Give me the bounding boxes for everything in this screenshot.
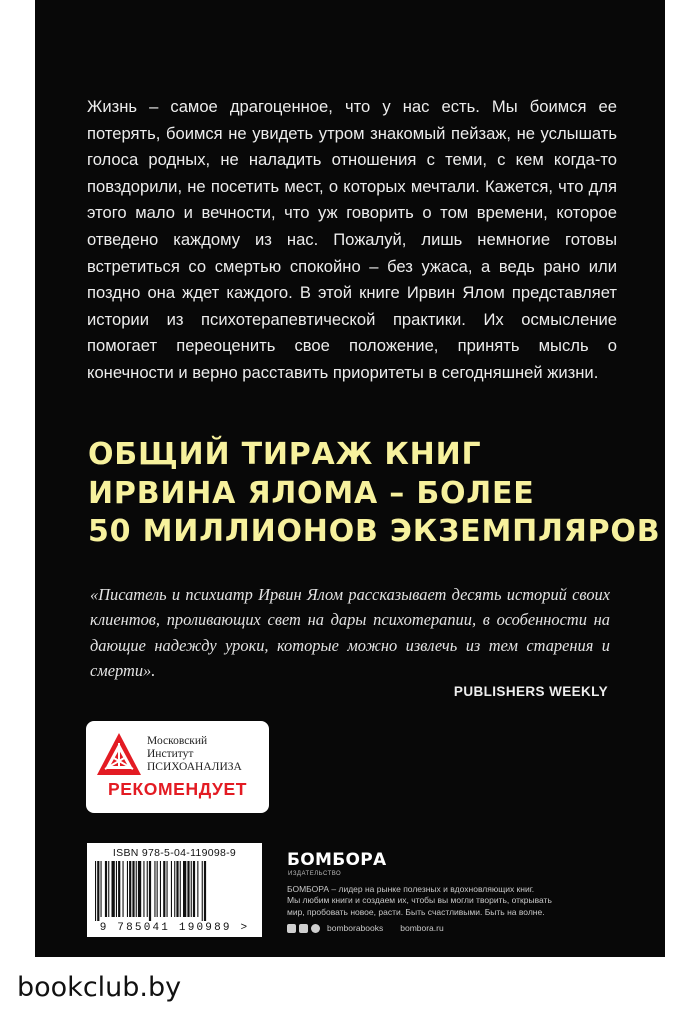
publisher-website: bombora.ru	[400, 923, 444, 933]
institute-logo-icon	[95, 731, 143, 779]
recommends-label: РЕКОМЕНДУЕТ	[107, 779, 248, 799]
barcode-bar	[108, 861, 109, 917]
barcode-bar	[191, 861, 192, 917]
institute-name	[147, 735, 265, 774]
publisher-logo: БОМБОРА	[287, 850, 387, 870]
circulation-headline	[88, 436, 661, 552]
review-source: PUBLISHERS WEEKLY	[453, 684, 608, 699]
barcode-bar	[149, 861, 151, 921]
barcode-bar	[105, 861, 107, 917]
barcode-bar	[129, 861, 131, 917]
barcode-bar	[101, 861, 102, 917]
recommendation-badge	[86, 721, 269, 813]
barcode-bar	[112, 861, 115, 917]
barcode-bar	[174, 861, 175, 917]
publisher-blurb-line-2: Мы любим книги и создаем их, чтобы вы могли творить, открывать	[287, 895, 552, 906]
barcode-bar	[187, 861, 189, 917]
isbn-barcode	[87, 843, 262, 937]
publisher-socials	[287, 922, 444, 934]
barcode-bar	[157, 861, 158, 917]
barcode-bar	[183, 861, 186, 917]
barcode-bar	[136, 861, 137, 917]
publisher-blurb-line-3: мир, пробовать новое, расти. Быть счастливыми. Быть на волне.	[287, 906, 545, 917]
headline-line-3: 50 МИЛЛИОНОВ ЭКЗЕМПЛЯРОВ	[88, 514, 661, 549]
headline-line-1: ОБЩИЙ ТИРАЖ КНИГ	[88, 437, 482, 472]
barcode-bar	[118, 861, 120, 917]
barcode-bar	[116, 861, 117, 917]
publisher-blurb-line-1: БОМБОРА – лидер на рынке полезных и вдохновляющих книг.	[287, 884, 535, 894]
barcode-bar	[197, 861, 198, 917]
publisher-subtitle: ИЗДАТЕЛЬСТВО	[288, 871, 342, 877]
barcode-bar	[202, 861, 203, 921]
institute-name-line-2: Институт	[147, 748, 194, 760]
barcode-bar	[138, 861, 141, 917]
vk-icon	[299, 924, 308, 933]
barcode-bar	[147, 861, 148, 917]
institute-name-line-3: ПСИХОАНАЛИЗА	[147, 761, 242, 773]
isbn-number: ISBN 978-5-04-119098-9	[112, 847, 237, 859]
barcode-bar	[160, 861, 161, 917]
barcode-bar	[123, 861, 124, 917]
publisher-blurb	[287, 884, 607, 918]
barcode-digits: 9 785041 190989 >	[99, 922, 250, 934]
barcode-bar	[127, 861, 128, 917]
social-handle: bomborabooks	[327, 923, 384, 933]
barcode-bar	[204, 861, 206, 921]
review-quote: «Писатель и психиатр Ирвин Ялом рассказывает десять историй своих клиентов, проливающих свет на дары психотерапии, в особенности на дающие надежду уроки, которые можно извлечь из тем старения и смерти».	[90, 585, 610, 680]
barcode-bar	[143, 861, 144, 917]
instagram-icon	[311, 924, 320, 933]
barcode-bars	[93, 861, 256, 921]
facebook-icon	[287, 924, 296, 933]
barcode-bar	[132, 861, 134, 917]
institute-name-line-1: Московский	[147, 735, 208, 747]
barcode-bar	[163, 861, 165, 917]
barcode-bar	[176, 861, 178, 917]
site-watermark: bookclub.by	[17, 972, 182, 1003]
barcode-bar	[154, 861, 155, 917]
book-description: Жизнь – самое драгоценное, что у нас есть. Мы боимся ее потерять, боимся не увидеть утром знакомый пейзаж, не услышать голоса родных, не наладить отношения с теми, с кем когда-то повздорили, не посетить мест, о которых мечтали. Кажется, что для этого мало и вечности, что уж говорить о том времени, которое отведено каждому из нас. Пожалуй, лишь немногие готовы встретиться со смертью спокойно – без ужаса, а ведь рано или поздно она ждет каждого. В этой книге Ирвин Ялом представляет истории из психотерапевтической практики. Их осмысление помогает переоценить свое положение, принять мысль о конечности и верно расставить приоритеты в сегодняшней жизни.	[87, 97, 617, 382]
barcode-bar	[193, 861, 195, 917]
barcode-bar	[180, 861, 181, 917]
headline-line-2: ИРВИНА ЯЛОМА – БОЛЕЕ	[88, 475, 535, 511]
barcode-bar	[167, 861, 168, 917]
barcode-bar	[97, 861, 99, 921]
barcode-bar	[171, 861, 172, 917]
barcode-bar	[95, 861, 96, 921]
